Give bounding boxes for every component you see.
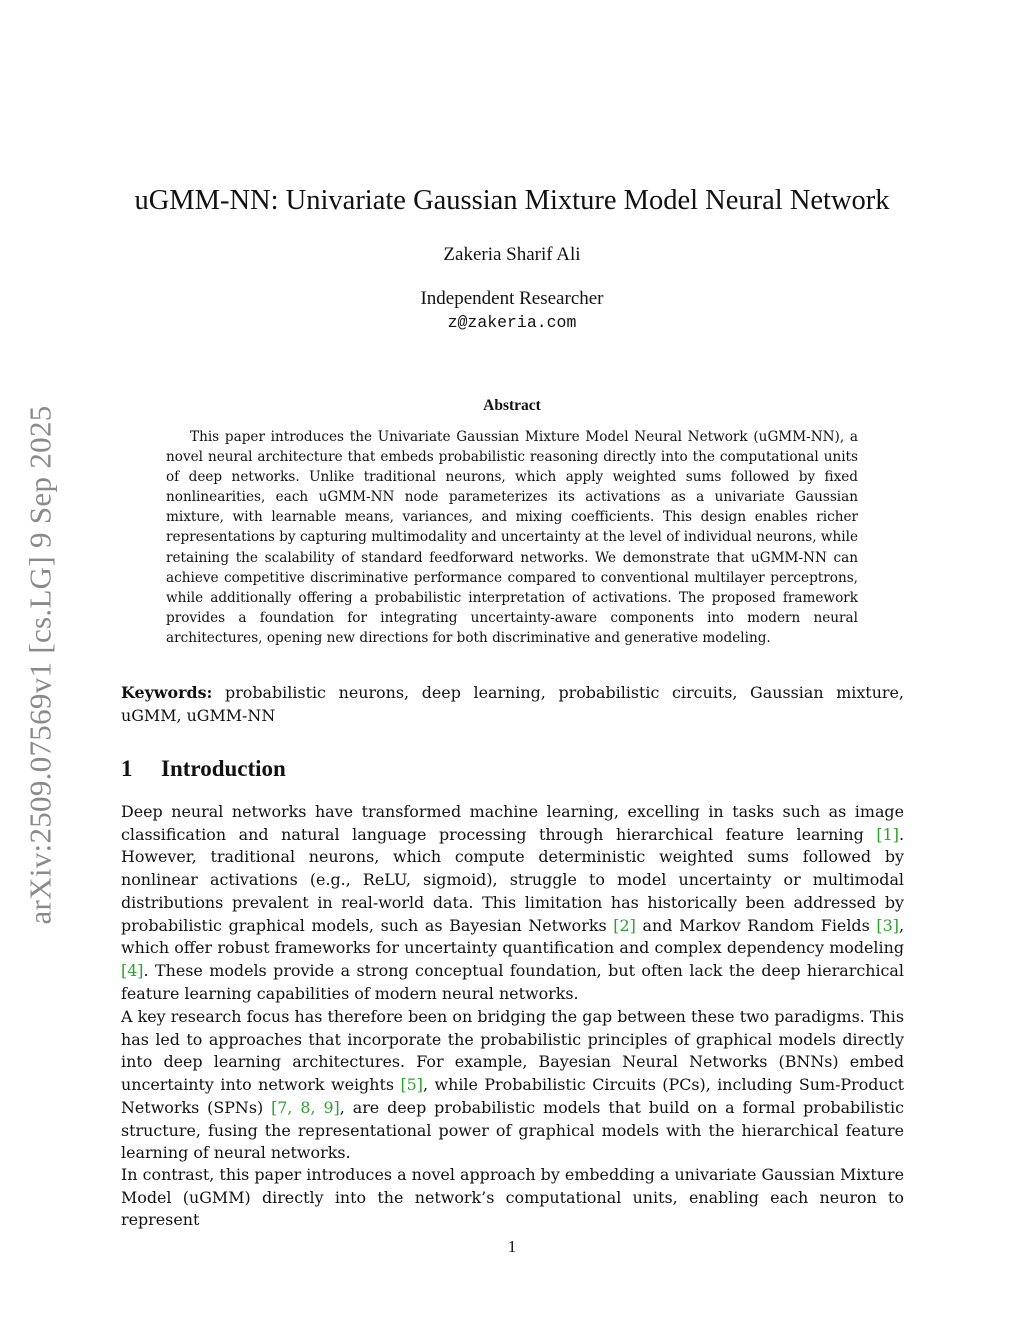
keywords-label: Keywords:: [121, 683, 213, 702]
paper-title: uGMM-NN: Univariate Gaussian Mixture Model Neural Network: [134, 185, 890, 216]
intro-paragraph-3: [121, 1164, 904, 1232]
text-run: , while Probabilistic Circuits (PCs), including Sum-Product Networks (SPNs): [121, 1075, 904, 1117]
text-run: A key research focus has therefore been on bridging the gap between these two paradigms. This has led to approaches that incorporate the probabilistic principles of graphical models directly into deep learning architectures. For example, Bayesian Neural Networks (BNNs) embed uncertainty into network weights: [121, 1007, 904, 1095]
citation-link[interactable]: [2]: [613, 915, 636, 935]
arxiv-identifier-stamp: [8, 380, 74, 950]
author-name: Zakeria Sharif Ali: [443, 244, 581, 265]
text-run: . However, traditional neurons, which compute deterministic weighted sums followed by nonlinear activations (e.g., ReLU, sigmoid), struggle to model uncertainty or multimodal distributions prevalent in real-world data. This limitation has historically been addressed by probabilistic graphical models, such as Bayesian Networks: [121, 824, 904, 935]
text-run: and Markov Random Fields: [635, 915, 877, 935]
text-run: , which offer robust frameworks for uncertainty quantification and complex dependency modeling: [121, 915, 904, 958]
section-heading-introduction: [121, 756, 286, 782]
citation-link[interactable]: [4]: [121, 960, 144, 980]
arxiv-stamp-text: arXiv:2509.07569v1 [cs.LG] 9 Sep 2025: [23, 405, 58, 925]
citation-link[interactable]: [5]: [400, 1075, 423, 1095]
keywords-list: probabilistic neurons, deep learning, probabilistic circuits, Gaussian mixture, uGMM, uGMM-NN: [121, 683, 904, 725]
section-title: Introduction: [161, 756, 286, 781]
text-run: Deep neural networks have transformed machine learning, excelling in tasks such as image classification and natural language processing through hierarchical feature learning: [121, 802, 904, 844]
author-email-link[interactable]: z@zakeria.com: [447, 313, 577, 332]
intro-paragraph-2: [121, 1006, 904, 1165]
citation-link[interactable]: [3]: [876, 915, 899, 935]
abstract-heading: Abstract: [483, 397, 541, 414]
affiliation: Independent Researcher: [420, 288, 604, 309]
keywords-line: [121, 682, 904, 727]
author-affiliation-block: [0, 287, 1024, 335]
citation-link[interactable]: [1]: [876, 824, 899, 844]
abstract-text: This paper introduces the Univariate Gaussian Mixture Model Neural Network (uGMM-NN), a novel neural architecture that embeds probabilistic reasoning directly into the computational units of deep networks. Unlike traditional neurons, which apply weighted sums followed by fixed nonlinearities, each uGMM-NN node parameterizes its activations as a univariate Gaussian mixture, with learnable means, variances, and mixing coefficients. This design enables richer representations by capturing multimodality and uncertainty at the level of individual neurons, while retaining the scalability of standard feedforward networks. We demonstrate that uGMM-NN can achieve competitive discriminative performance compared to conventional multilayer perceptrons, while additionally offering a probabilistic interpretation of activations. The proposed framework provides a foundation for integrating uncertainty-aware components into modern neural architectures, opening new directions for both discriminative and generative modeling.: [166, 429, 858, 646]
page-number: 1: [507, 1237, 517, 1256]
section-number: 1: [121, 756, 133, 781]
citation-link[interactable]: [7, 8, 9]: [271, 1097, 340, 1117]
text-run: , are deep probabilistic models that build on a formal probabilistic structure, fusing the representational power of graphical models with the hierarchical feature learning of neural networks.: [121, 1097, 904, 1163]
text-run: . These models provide a strong conceptual foundation, but often lack the deep hierarchical feature learning capabilities of modern neural networks.: [121, 960, 904, 1003]
text-run: In contrast, this paper introduces a novel approach by embedding a univariate Gaussian Mixture Model (uGMM) directly into the network’s computational units, enabling each neuron to represent: [121, 1165, 904, 1230]
intro-paragraph-1: [121, 801, 904, 1005]
